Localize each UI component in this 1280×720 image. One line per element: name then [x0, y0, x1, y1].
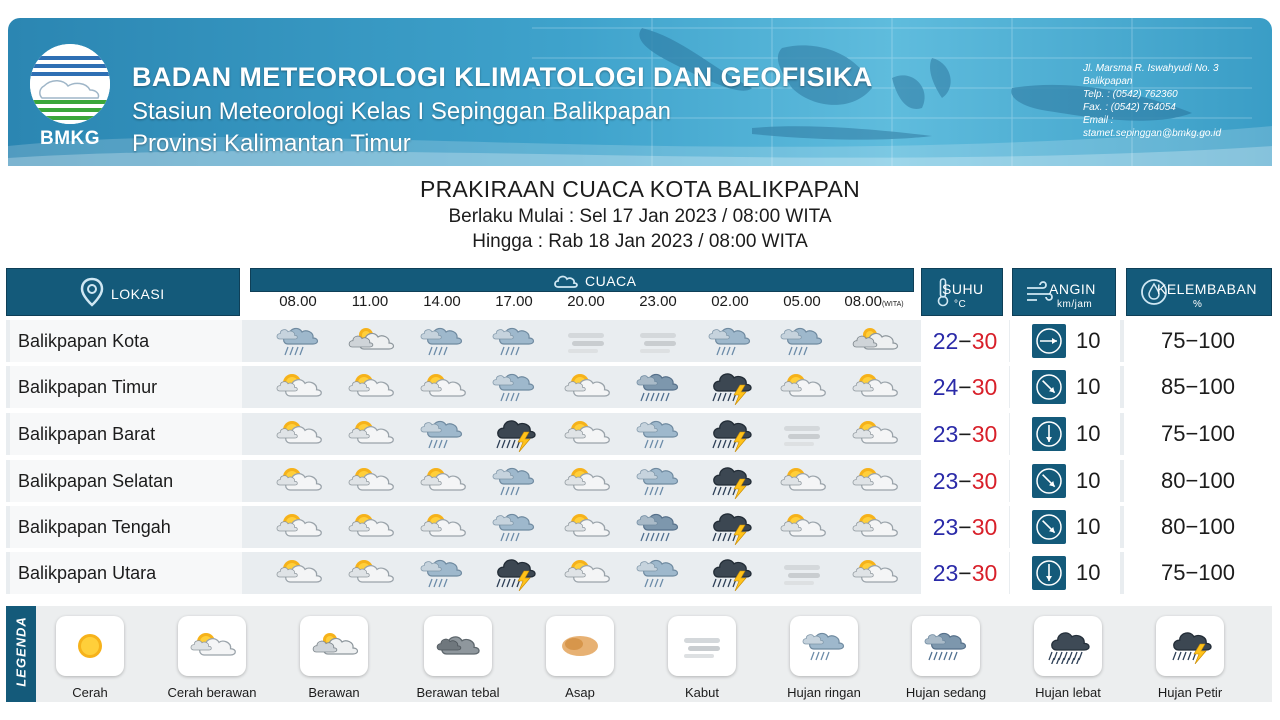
legend-label: Cerah — [72, 685, 108, 700]
temp-min: 23 — [932, 421, 959, 447]
legend-berawan-tebal-icon — [424, 616, 492, 676]
hujan-petir-icon — [488, 416, 540, 452]
temperature-range: 23−30 — [921, 506, 1009, 548]
hujan-petir-icon — [488, 555, 540, 591]
time-label: 05.00 — [783, 293, 821, 310]
kabut-icon — [560, 323, 612, 359]
legend-item — [156, 612, 268, 702]
hujan-ringan-icon — [416, 323, 468, 359]
wind-speed: 10 — [1076, 328, 1101, 353]
legend — [6, 606, 1272, 702]
time-label: 08.00(WITA) — [844, 293, 904, 310]
wind-cell — [1010, 552, 1120, 594]
hujan-ringan-icon — [704, 323, 756, 359]
header-suhu-unit: °C — [954, 299, 967, 310]
temperature-range: 23−30 — [921, 552, 1009, 594]
hujan-petir-icon — [704, 555, 756, 591]
cerah-berawan-icon — [848, 463, 900, 499]
legend-label: Hujan ringan — [787, 685, 861, 700]
legend-asap-icon — [546, 616, 614, 676]
province-name: Provinsi Kalimantan Timur — [132, 130, 411, 157]
wind-direction-icon — [1032, 417, 1066, 451]
address-line: Fax. : (0542) 764054 — [1083, 102, 1176, 113]
table-row — [6, 460, 1272, 502]
legend-hujan-ringan-icon — [790, 616, 858, 676]
time-label: 20.00 — [567, 293, 605, 310]
legend-label: Cerah berawan — [167, 685, 257, 700]
hujan-ringan-icon — [416, 555, 468, 591]
legend-kabut-icon — [668, 616, 736, 676]
agency-name: BADAN METEOROLOGI KLIMATOLOGI DAN GEOFISIKA — [132, 62, 873, 92]
hujan-sedang-icon — [632, 509, 684, 545]
cerah-berawan-icon — [272, 463, 324, 499]
hujan-ringan-icon — [632, 555, 684, 591]
time-label: 08.00 — [279, 293, 317, 310]
cerah-berawan-icon — [848, 555, 900, 591]
header-lokasi — [6, 268, 240, 316]
location-name: Balikpapan Barat — [10, 413, 242, 455]
wind-speed: 10 — [1076, 560, 1101, 585]
legend-item — [1134, 612, 1246, 702]
location-name: Balikpapan Selatan — [10, 460, 242, 502]
station-name: Stasiun Meteorologi Kelas I Sepinggan Balikpapan — [132, 98, 672, 125]
header-angin — [1012, 268, 1116, 316]
temp-max: 30 — [971, 374, 998, 400]
cerah-berawan-icon — [776, 509, 828, 545]
time-label: 11.00 — [351, 293, 389, 310]
contact-address — [1083, 62, 1272, 140]
temp-max: 30 — [971, 468, 998, 494]
legend-item — [646, 612, 758, 702]
hujan-petir-icon — [704, 463, 756, 499]
temp-min: 24 — [932, 374, 959, 400]
hujan-ringan-icon — [632, 416, 684, 452]
legend-item — [1012, 612, 1124, 702]
valid-to: Hingga : Rab 18 Jan 2023 / 08:00 WITA — [472, 231, 808, 252]
header-lokasi-label: LOKASI — [111, 286, 165, 302]
location-pin-icon — [79, 277, 105, 307]
wind-direction-icon — [1032, 510, 1066, 544]
header-kelembaban-unit: % — [1193, 299, 1203, 310]
legend-label: Hujan sedang — [905, 685, 987, 700]
wind-cell — [1010, 366, 1120, 408]
legend-label: Asap — [565, 685, 595, 700]
header-banner — [8, 18, 1272, 166]
location-name: Balikpapan Kota — [10, 320, 242, 362]
table-row — [6, 413, 1272, 455]
cerah-berawan-icon — [416, 509, 468, 545]
cerah-berawan-icon — [848, 369, 900, 405]
wind-cell — [1010, 413, 1120, 455]
cerah-berawan-icon — [776, 463, 828, 499]
temp-max: 30 — [971, 328, 998, 354]
hujan-ringan-icon — [488, 463, 540, 499]
cerah-berawan-icon — [560, 463, 612, 499]
humidity-range: 85−100 — [1124, 366, 1272, 408]
wind-speed: 10 — [1076, 421, 1101, 446]
legend-item — [402, 612, 514, 702]
legend-item — [278, 612, 390, 702]
legend-title: LEGENDA — [13, 616, 29, 687]
wind-speed: 10 — [1076, 468, 1101, 493]
legend-hujan-petir-icon — [1156, 616, 1224, 676]
logo-text: BMKG — [39, 128, 101, 149]
hujan-petir-icon — [704, 416, 756, 452]
humidity-range: 80−100 — [1124, 506, 1272, 548]
legend-berawan-icon — [300, 616, 368, 676]
cerah-berawan-icon — [272, 509, 324, 545]
cerah-berawan-icon — [344, 555, 396, 591]
address-line: Email : — [1083, 115, 1114, 126]
hujan-ringan-icon — [272, 323, 324, 359]
address-line: Jl. Marsma R. Iswahyudi No. 3 — [1083, 63, 1219, 74]
temp-min: 23 — [932, 468, 959, 494]
temp-min: 23 — [932, 514, 959, 540]
cloud-wind-icon — [553, 272, 579, 290]
legend-item — [890, 612, 1002, 702]
temp-min: 22 — [932, 328, 959, 354]
berawan-icon — [848, 323, 900, 359]
header-angin-label: ANGIN — [1049, 281, 1096, 297]
header-suhu-label: SUHU — [942, 281, 984, 297]
legend-item — [34, 612, 146, 702]
wind-direction-icon — [1032, 556, 1066, 590]
legend-item — [524, 612, 636, 702]
time-zone-suffix: (WITA) — [881, 301, 904, 308]
berawan-icon — [344, 323, 396, 359]
header-cuaca — [250, 268, 914, 292]
kabut-icon — [632, 323, 684, 359]
cerah-berawan-icon — [344, 369, 396, 405]
location-name: Balikpapan Utara — [10, 552, 242, 594]
cerah-berawan-icon — [416, 369, 468, 405]
legend-tab — [6, 606, 36, 702]
page-title: PRAKIRAAN CUACA KOTA BALIKPAPAN — [419, 176, 861, 202]
hujan-petir-icon — [704, 509, 756, 545]
hujan-ringan-icon — [776, 323, 828, 359]
time-label: 23.00 — [639, 293, 677, 310]
legend-cerah-icon — [56, 616, 124, 676]
location-name: Balikpapan Timur — [10, 366, 242, 408]
hujan-ringan-icon — [416, 416, 468, 452]
humidity-range: 75−100 — [1124, 320, 1272, 362]
kabut-icon — [776, 555, 828, 591]
wind-speed: 10 — [1076, 374, 1101, 399]
wind-speed: 10 — [1076, 514, 1101, 539]
humidity-range: 80−100 — [1124, 460, 1272, 502]
table-row — [6, 552, 1272, 594]
cerah-berawan-icon — [344, 509, 396, 545]
hujan-petir-icon — [704, 369, 756, 405]
hujan-ringan-icon — [488, 509, 540, 545]
cerah-berawan-icon — [344, 463, 396, 499]
cerah-berawan-icon — [416, 463, 468, 499]
legend-label: Kabut — [685, 685, 719, 700]
legend-label: Berawan tebal — [416, 685, 500, 700]
cerah-berawan-icon — [272, 555, 324, 591]
hujan-ringan-icon — [632, 463, 684, 499]
legend-hujan-sedang-icon — [912, 616, 980, 676]
kabut-icon — [776, 416, 828, 452]
wind-direction-icon — [1032, 370, 1066, 404]
cerah-berawan-icon — [776, 369, 828, 405]
bmkg-logo — [28, 44, 112, 152]
header-suhu — [921, 268, 1003, 316]
legend-cerah-berawan-icon — [178, 616, 246, 676]
time-label: 17.00 — [495, 293, 533, 310]
hujan-ringan-icon — [488, 323, 540, 359]
humidity-range: 75−100 — [1124, 552, 1272, 594]
time-label: 02.00 — [711, 293, 749, 310]
cerah-berawan-icon — [560, 369, 612, 405]
temp-max: 30 — [971, 421, 998, 447]
legend-hujan-lebat-icon — [1034, 616, 1102, 676]
cerah-berawan-icon — [560, 555, 612, 591]
temperature-range: 24−30 — [921, 366, 1009, 408]
address-line: stamet.sepinggan@bmkg.go.id — [1083, 128, 1222, 139]
address-line: Balikpapan — [1083, 76, 1133, 87]
legend-item — [768, 612, 880, 702]
valid-from: Berlaku Mulai : Sel 17 Jan 2023 / 08:00 WITA — [448, 206, 832, 227]
legend-label: Hujan lebat — [1035, 685, 1101, 700]
cerah-berawan-icon — [848, 509, 900, 545]
legend-label: Hujan Petir — [1157, 685, 1223, 700]
header-angin-unit: km/jam — [1057, 299, 1093, 310]
cerah-berawan-icon — [560, 416, 612, 452]
legend-label: Berawan — [308, 685, 360, 700]
temperature-range: 22−30 — [921, 320, 1009, 362]
temp-max: 30 — [971, 560, 998, 586]
wind-cell — [1010, 320, 1120, 362]
location-name: Balikpapan Tengah — [10, 506, 242, 548]
cerah-berawan-icon — [272, 369, 324, 405]
header-kelembaban-label: KELEMBABAN — [1157, 281, 1257, 297]
cerah-berawan-icon — [560, 509, 612, 545]
address-line: Telp. : (0542) 762360 — [1083, 89, 1178, 100]
humidity-range: 75−100 — [1124, 413, 1272, 455]
temp-max: 30 — [971, 514, 998, 540]
table-row — [6, 506, 1272, 548]
header-kelembaban — [1126, 268, 1272, 316]
time-label: 14.00 — [423, 293, 461, 310]
cerah-berawan-icon — [848, 416, 900, 452]
temperature-range: 23−30 — [921, 460, 1009, 502]
hujan-sedang-icon — [632, 369, 684, 405]
temperature-range: 23−30 — [921, 413, 1009, 455]
wind-direction-icon — [1032, 324, 1066, 358]
table-row — [6, 366, 1272, 408]
header-cuaca-label: CUACA — [585, 273, 637, 289]
hujan-ringan-icon — [488, 369, 540, 405]
wind-cell — [1010, 506, 1120, 548]
wind-direction-icon — [1032, 464, 1066, 498]
wind-cell — [1010, 460, 1120, 502]
table-row — [6, 320, 1272, 362]
cerah-berawan-icon — [344, 416, 396, 452]
cerah-berawan-icon — [272, 416, 324, 452]
temp-min: 23 — [932, 560, 959, 586]
